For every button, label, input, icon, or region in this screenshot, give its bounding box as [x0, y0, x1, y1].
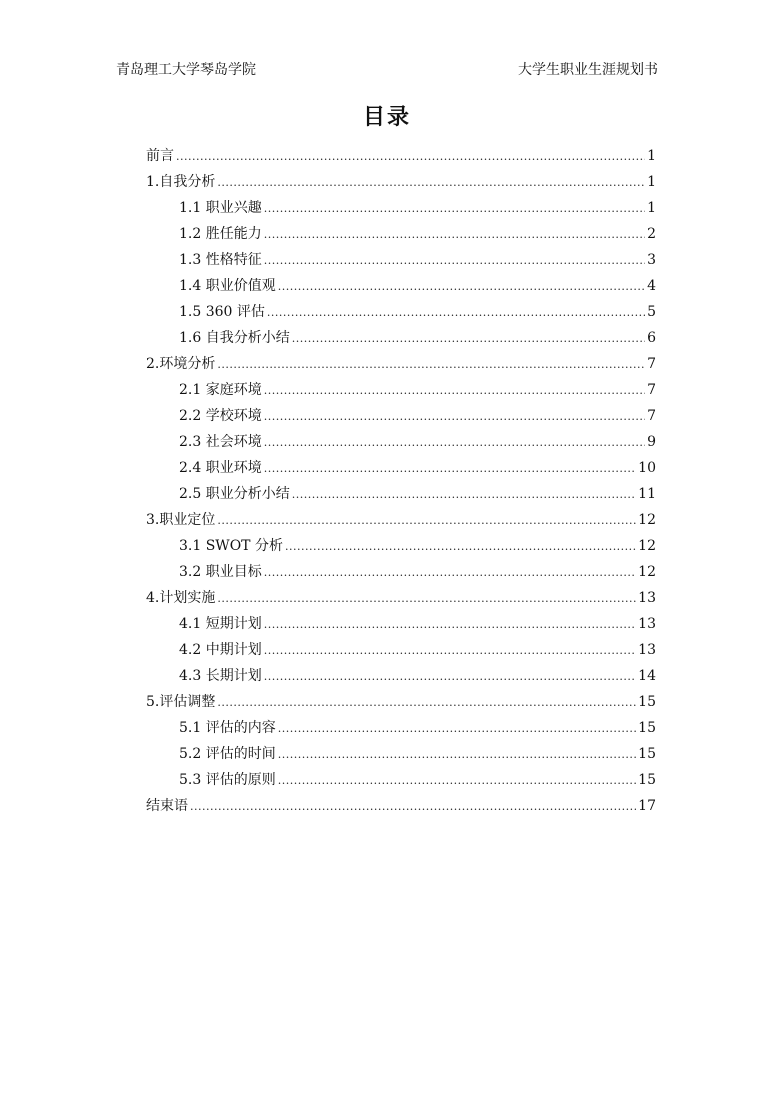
toc-entry[interactable] — [146, 351, 656, 377]
toc-entry[interactable] — [146, 273, 656, 299]
toc-entry-label: 2.4 职业环境 — [179, 460, 262, 476]
toc-entry[interactable] — [146, 325, 656, 351]
toc-entry[interactable] — [146, 481, 656, 507]
toc-page-number: 7 — [647, 408, 656, 424]
toc-dot-leader — [217, 586, 636, 612]
toc-entry[interactable] — [146, 767, 656, 793]
toc-page-number: 5 — [647, 304, 656, 320]
toc-entry-label: 3.1 SWOT 分析 — [179, 538, 283, 554]
page-header — [116, 60, 658, 80]
toc-page-number: 15 — [638, 694, 656, 710]
toc-entry[interactable] — [146, 663, 656, 689]
toc-entry-label: 结束语 — [146, 798, 188, 814]
toc-page-number: 11 — [638, 486, 656, 502]
toc-entry[interactable] — [146, 195, 656, 221]
toc-page-number: 13 — [638, 590, 656, 606]
toc-entry-label: 1.5 360 评估 — [179, 304, 265, 320]
header-document-title: 大学生职业生涯规划书 — [518, 62, 658, 78]
toc-entry-label: 2.环境分析 — [146, 356, 216, 372]
toc-dot-leader — [217, 170, 645, 196]
toc-page-number: 1 — [647, 174, 656, 190]
toc-dot-leader — [264, 222, 645, 248]
toc-entry[interactable] — [146, 793, 656, 819]
toc-page-number: 12 — [638, 564, 656, 580]
toc-entry-label: 2.1 家庭环境 — [179, 382, 262, 398]
toc-dot-leader — [264, 664, 636, 690]
toc-entry[interactable] — [146, 637, 656, 663]
toc-entry-label: 前言 — [146, 148, 174, 164]
toc-dot-leader — [264, 560, 636, 586]
toc-entry[interactable] — [146, 611, 656, 637]
toc-entry[interactable] — [146, 507, 656, 533]
toc-dot-leader — [285, 534, 636, 560]
toc-entry[interactable] — [146, 689, 656, 715]
toc-entry[interactable] — [146, 247, 656, 273]
toc-page-number: 3 — [647, 252, 656, 268]
toc-dot-leader — [217, 690, 636, 716]
toc-page-number: 17 — [638, 798, 656, 814]
toc-entry-label: 2.2 学校环境 — [179, 408, 262, 424]
toc-entry-label: 3.职业定位 — [146, 512, 216, 528]
toc-entry-label: 3.2 职业目标 — [179, 564, 262, 580]
toc-entry-label: 4.1 短期计划 — [179, 616, 262, 632]
toc-entry-label: 1.6 自我分析小结 — [179, 330, 290, 346]
toc-dot-leader — [264, 248, 645, 274]
toc-page-number: 4 — [647, 278, 656, 294]
toc-dot-leader — [292, 482, 636, 508]
toc-page-number: 12 — [638, 538, 656, 554]
toc-page-number: 15 — [638, 720, 656, 736]
toc-page-number: 13 — [638, 616, 656, 632]
toc-entry-label: 1.自我分析 — [146, 174, 216, 190]
toc-dot-leader — [264, 430, 645, 456]
toc-page-number: 12 — [638, 512, 656, 528]
toc-entry-label: 2.3 社会环境 — [179, 434, 262, 450]
toc-page-number: 10 — [638, 460, 656, 476]
toc-entry-label: 5.3 评估的原则 — [179, 772, 276, 788]
toc-dot-leader — [264, 196, 645, 222]
toc-entry-label: 1.1 职业兴趣 — [179, 200, 262, 216]
toc-entry[interactable] — [146, 533, 656, 559]
toc-dot-leader — [278, 274, 645, 300]
toc-dot-leader — [267, 300, 645, 326]
toc-page-number: 1 — [647, 200, 656, 216]
toc-page-number: 9 — [647, 434, 656, 450]
toc-entry[interactable] — [146, 299, 656, 325]
header-school-name: 青岛理工大学琴岛学院 — [116, 62, 256, 78]
toc-dot-leader — [278, 716, 636, 742]
toc-dot-leader — [217, 508, 636, 534]
toc-dot-leader — [176, 144, 645, 170]
toc-dot-leader — [278, 768, 636, 794]
toc-entry[interactable] — [146, 741, 656, 767]
toc-entry[interactable] — [146, 429, 656, 455]
toc-entry-label: 1.2 胜任能力 — [179, 226, 262, 242]
toc-entry-label: 5.评估调整 — [146, 694, 216, 710]
toc-entry-label: 2.5 职业分析小结 — [179, 486, 290, 502]
toc-entry-label: 1.3 性格特征 — [179, 252, 262, 268]
toc-entry[interactable] — [146, 403, 656, 429]
toc-page-number: 6 — [647, 330, 656, 346]
toc-entry[interactable] — [146, 559, 656, 585]
toc-dot-leader — [217, 352, 645, 378]
toc-page-number: 7 — [647, 382, 656, 398]
toc-entry-label: 4.计划实施 — [146, 590, 216, 606]
toc-entry-label: 4.2 中期计划 — [179, 642, 262, 658]
toc-entry[interactable] — [146, 585, 656, 611]
toc-dot-leader — [264, 456, 636, 482]
toc-dot-leader — [278, 742, 636, 768]
toc-entry[interactable] — [146, 455, 656, 481]
toc-page-number: 1 — [647, 148, 656, 164]
toc-entry[interactable] — [146, 143, 656, 169]
toc-page-number: 14 — [638, 668, 656, 684]
toc-dot-leader — [264, 612, 636, 638]
toc-page-number: 13 — [638, 642, 656, 658]
toc-entry-label: 4.3 长期计划 — [179, 668, 262, 684]
toc-page-number: 7 — [647, 356, 656, 372]
toc-dot-leader — [264, 638, 636, 664]
toc-page-number: 15 — [638, 746, 656, 762]
toc-dot-leader — [190, 794, 636, 820]
toc-entry[interactable] — [146, 377, 656, 403]
toc-page-number: 15 — [638, 772, 656, 788]
toc-title: 目录 — [362, 105, 411, 130]
toc-entry[interactable] — [146, 715, 656, 741]
toc-page-number: 2 — [647, 226, 656, 242]
toc-entry-label: 5.2 评估的时间 — [179, 746, 276, 762]
table-of-contents — [146, 143, 656, 819]
toc-entry-label: 1.4 职业价值观 — [179, 278, 276, 294]
toc-entry[interactable] — [146, 221, 656, 247]
toc-dot-leader — [264, 404, 645, 430]
toc-dot-leader — [264, 378, 645, 404]
toc-entry-label: 5.1 评估的内容 — [179, 720, 276, 736]
toc-dot-leader — [292, 326, 645, 352]
toc-entry[interactable] — [146, 169, 656, 195]
